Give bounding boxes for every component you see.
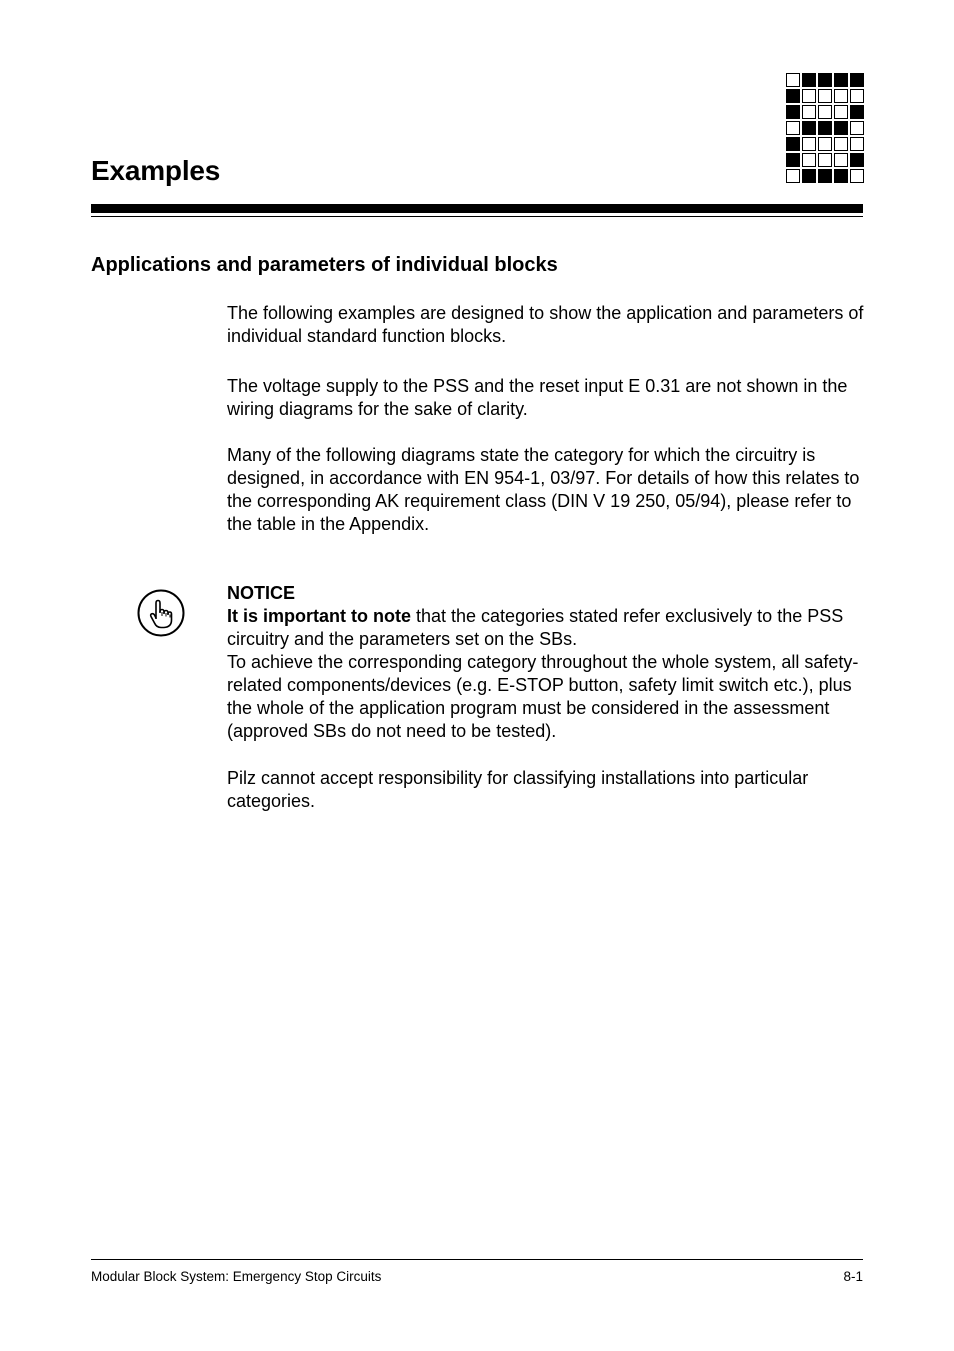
notice-emphasis: It is important to note <box>227 606 411 626</box>
logo-cell <box>834 153 848 167</box>
logo-cell <box>850 121 864 135</box>
logo-cell <box>818 121 832 135</box>
voltage-supply-paragraph: The voltage supply to the PSS and the reset input E 0.31 are not shown in the wiring diagrams for the sake of clarity. <box>227 376 848 419</box>
logo-cell <box>818 137 832 151</box>
logo-cell <box>850 153 864 167</box>
logo-cell <box>786 89 800 103</box>
notice-text-2: To achieve the corresponding category throughout the whole system, all safety-related components/devices (e.g. E-STOP button, safety limit switch etc.), plus the whole of the application program must be considered in the assessment (approved SBs do not need to be tested). <box>227 652 859 741</box>
logo-cell <box>802 73 816 87</box>
company-logo-grid <box>786 73 864 183</box>
logo-cell <box>802 153 816 167</box>
logo-cell <box>834 137 848 151</box>
logo-cell <box>818 153 832 167</box>
logo-cell <box>818 73 832 87</box>
section-heading: Applications and parameters of individual blocks <box>91 254 558 276</box>
title-rule-thick <box>91 204 863 213</box>
notice-heading: NOTICE <box>227 583 296 603</box>
logo-cell <box>786 169 800 183</box>
logo-cell <box>834 169 848 183</box>
pointing-hand-icon <box>137 589 185 637</box>
page-title: Examples <box>91 155 221 186</box>
title-rule-thin <box>91 216 863 217</box>
intro-paragraph: The following examples are designed to show the application and parameters of individual standard function blocks. <box>227 303 864 346</box>
notice-text-1 <box>227 605 867 651</box>
logo-cell <box>802 89 816 103</box>
logo-cell <box>786 153 800 167</box>
logo-cell <box>834 89 848 103</box>
logo-cell <box>850 73 864 87</box>
logo-cell <box>834 121 848 135</box>
logo-cell <box>786 137 800 151</box>
logo-cell <box>786 105 800 119</box>
notice-block <box>227 582 867 743</box>
logo-cell <box>802 169 816 183</box>
logo-cell <box>850 137 864 151</box>
logo-cell <box>818 105 832 119</box>
logo-cell <box>786 121 800 135</box>
disclaimer-paragraph: Pilz cannot accept responsibility for classifying installations into particular categories. <box>227 768 809 811</box>
logo-cell <box>834 105 848 119</box>
logo-cell <box>818 89 832 103</box>
logo-cell <box>850 169 864 183</box>
logo-cell <box>850 105 864 119</box>
logo-cell <box>818 169 832 183</box>
logo-cell <box>802 121 816 135</box>
logo-cell <box>850 89 864 103</box>
logo-cell <box>802 137 816 151</box>
footer-title: Modular Block System: Emergency Stop Circuits <box>91 1269 382 1284</box>
page-number: 8-1 <box>843 1269 863 1284</box>
category-paragraph: Many of the following diagrams state the category for which the circuitry is designed, in accordance with EN 954-1, 03/97. For details of how this relates to the corresponding AK requirement class (DIN V 19 250, 05/94), please refer to the table in the Appendix. <box>227 445 860 534</box>
logo-cell <box>786 73 800 87</box>
logo-cell <box>802 105 816 119</box>
notice-text-1-rest: that the categories stated refer exclusively to the PSS circuitry and the parameters set on the SBs. <box>227 606 844 649</box>
logo-cell <box>834 73 848 87</box>
footer-rule <box>91 1259 863 1260</box>
